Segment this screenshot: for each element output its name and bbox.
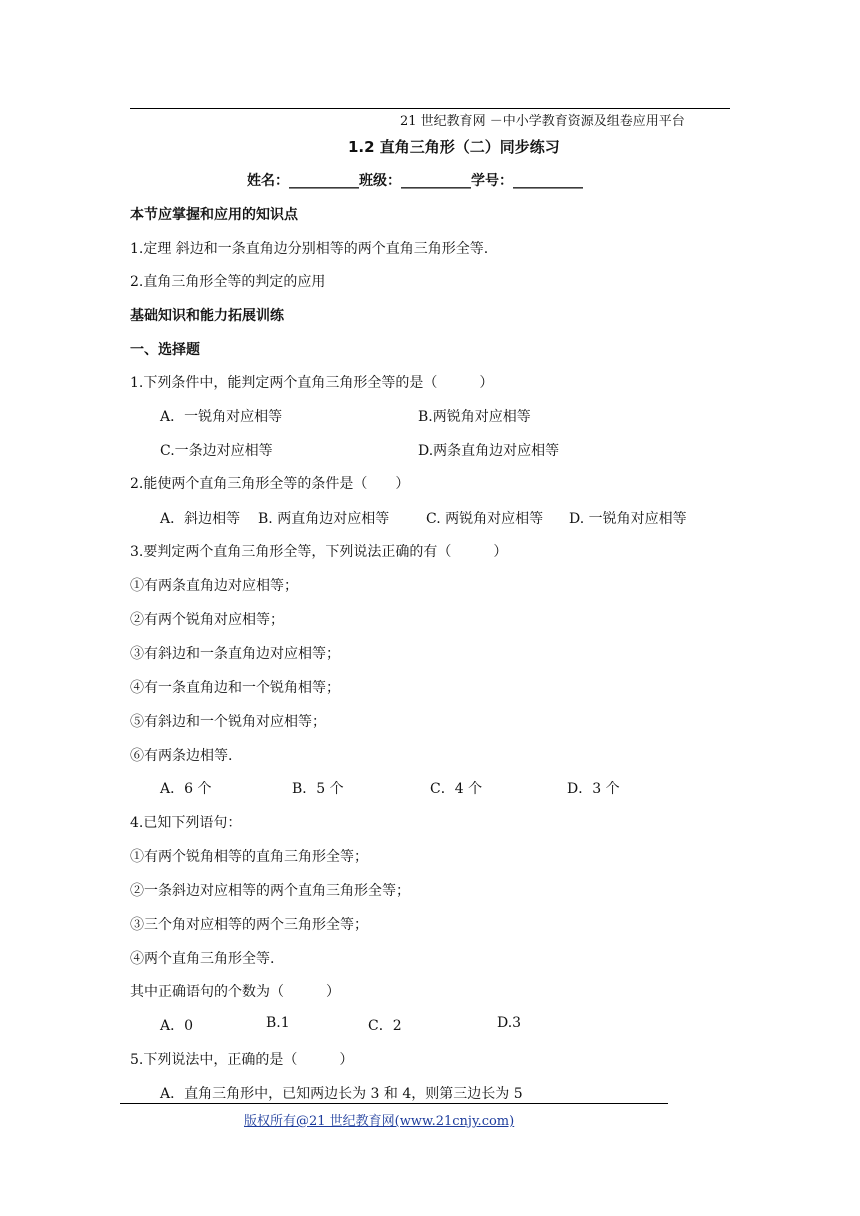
question-3-statement-5: ⑤有斜边和一个锐角对应相等； bbox=[130, 714, 326, 730]
question-3-statement-3: ③有斜边和一条直角边对应相等； bbox=[130, 646, 340, 662]
page-title: 1.2 直角三角形（二）同步练习 bbox=[348, 138, 560, 156]
question-3-option-c: C．4 个 bbox=[430, 781, 483, 797]
question-1-stem: 1.下列条件中，能判定两个直角三角形全等的是（ ） bbox=[130, 375, 494, 391]
question-4-option-c: C．2 bbox=[368, 1018, 402, 1034]
question-2-option-c: C. 两锐角对应相等 bbox=[426, 511, 544, 527]
question-3-statement-2: ②有两个锐角对应相等； bbox=[130, 612, 284, 628]
question-4-option-a: A．0 bbox=[160, 1018, 194, 1034]
question-4-statement-4: ④两个直角三角形全等. bbox=[130, 951, 275, 967]
question-2-stem: 2.能使两个直角三角形全等的条件是（ ） bbox=[130, 476, 410, 492]
header-text: 21 世纪教育网 －中小学教育资源及组卷应用平台 bbox=[400, 114, 685, 129]
header-rule bbox=[130, 108, 730, 109]
question-2-option-b: B. 两直角边对应相等 bbox=[258, 511, 390, 527]
footer-copyright-link[interactable]: 版权所有@21 世纪教育网(www.21cnjy.com) bbox=[244, 1114, 515, 1129]
question-4-option-d: D.3 bbox=[497, 1015, 522, 1031]
question-5-option-a: A．直角三角形中，已知两边长为 3 和 4，则第三边长为 5 bbox=[160, 1086, 523, 1102]
question-4-statement-3: ③三个角对应相等的两个三角形全等； bbox=[130, 917, 368, 933]
question-2-option-d: D. 一锐角对应相等 bbox=[569, 511, 687, 527]
question-4-statement-2: ②一条斜边对应相等的两个直角三角形全等； bbox=[130, 883, 410, 899]
question-1-option-b: B.两锐角对应相等 bbox=[418, 409, 531, 425]
question-4-stem: 4.已知下列语句： bbox=[130, 815, 242, 831]
question-3-statement-4: ④有一条直角边和一个锐角相等； bbox=[130, 680, 340, 696]
question-3-statement-1: ①有两条直角边对应相等； bbox=[130, 578, 298, 594]
question-1-option-a: A．一锐角对应相等 bbox=[160, 409, 283, 425]
question-3-stem: 3.要判定两个直角三角形全等，下列说法正确的有（ ） bbox=[130, 544, 508, 560]
question-5-stem: 5.下列说法中，正确的是（ ） bbox=[130, 1052, 354, 1068]
question-3-statement-6: ⑥有两条边相等. bbox=[130, 748, 233, 764]
question-3-option-b: B．5 个 bbox=[292, 781, 344, 797]
question-1-option-c: C.一条边对应相等 bbox=[160, 443, 273, 459]
footer-rule bbox=[120, 1103, 668, 1104]
knowledge-item-1: 1.定理 斜边和一条直角边分别相等的两个直角三角形全等. bbox=[130, 241, 489, 257]
question-3-option-a: A．6 个 bbox=[160, 781, 212, 797]
question-3-option-d: D．3 个 bbox=[567, 781, 620, 797]
question-4-ask: 其中正确语句的个数为（ ） bbox=[130, 984, 340, 1000]
training-heading: 基础知识和能力拓展训练 bbox=[130, 308, 284, 324]
choice-heading: 一、选择题 bbox=[130, 342, 200, 358]
question-4-option-b: B.1 bbox=[266, 1015, 290, 1031]
question-4-statement-1: ①有两个锐角相等的直角三角形全等； bbox=[130, 849, 368, 865]
knowledge-heading: 本节应掌握和应用的知识点 bbox=[130, 207, 298, 223]
knowledge-item-2: 2.直角三角形全等的判定的应用 bbox=[130, 274, 326, 290]
question-2-option-a: A．斜边相等 bbox=[160, 511, 241, 527]
student-info-line: 姓名：__________班级：__________学号：__________ bbox=[247, 173, 583, 189]
question-1-option-d: D.两条直角边对应相等 bbox=[418, 443, 560, 459]
